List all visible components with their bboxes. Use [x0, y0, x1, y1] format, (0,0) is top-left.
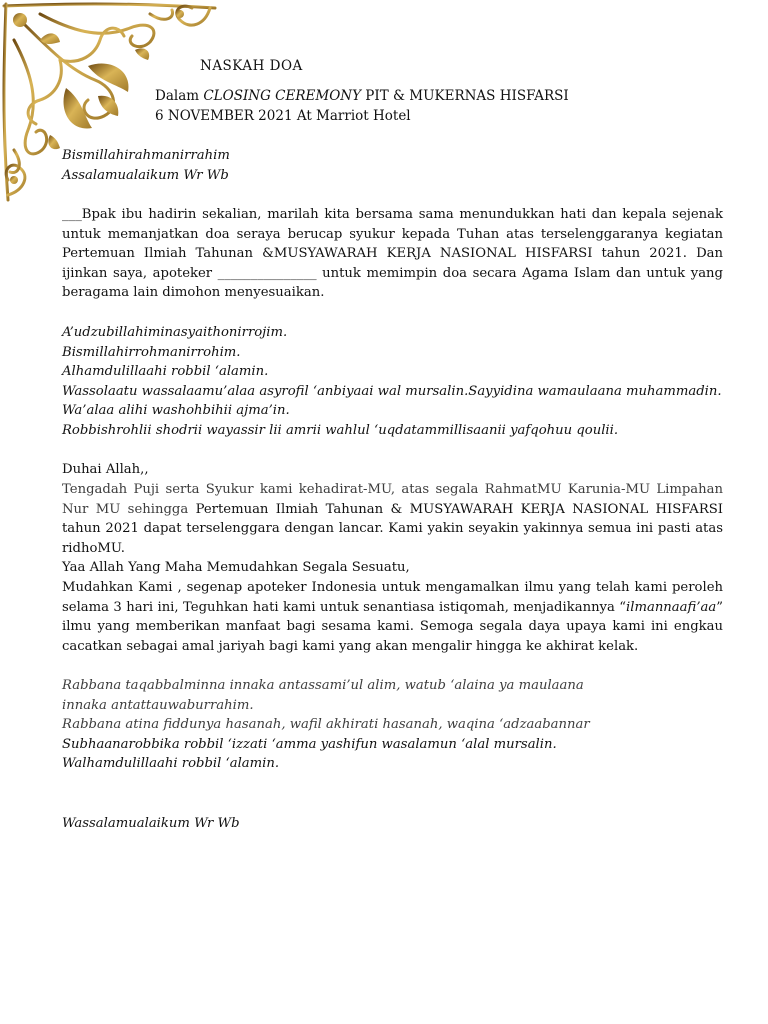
- closing-prayer-line: innaka antattauwaburrahim.: [62, 697, 254, 713]
- prayer-line: A’udzubillahiminasyaithonirrojim.: [62, 325, 288, 340]
- intro-paragraph: ___Bpak ibu hadirin sekalian, marilah kita bersama sama menundukkan hati dan kepala sejenak untuk memanjatkan doa seraya berucap syukur kepada Tuhan atas terselenggaranya kegiatan Pertemuan Ilmiah Tahunan &MUSYAWARAH KERJA NASIONAL HISFARSI tahun 2021. Dan ijinkan saya, apoteker _______________ untuk memimpin doa secara Agama Islam dan untuk yang beragama lain dimohon menyesuaikan.: [62, 207, 723, 301]
- closing-prayer-line: Subhaanarobbika robbil ‘izzati ‘amma yashifun wasalamun ‘alal mursalin.: [62, 736, 557, 752]
- farewell-greeting: Wassalamualaikum Wr Wb: [62, 816, 240, 831]
- supplication-part-1: Mudahkan Kami , segenap apoteker Indonesia untuk mengamalkan ilmu yang telah kami peroleh selama 3 hari ini, Teguhkan hati kami untuk senantiasa istiqomah, menjadikannya “: [62, 580, 723, 615]
- praise-heading: Duhai Allah,,: [62, 462, 149, 477]
- event-suffix: PIT & MUKERNAS HISFARSI: [361, 88, 569, 104]
- opening-prayer: [62, 323, 723, 441]
- praise-paragraph: [62, 480, 723, 558]
- closing-prayer: [62, 676, 723, 774]
- event-prefix: Dalam: [155, 88, 204, 104]
- prayer-line: Wassolaatu wassalaamu’alaa asyrofil ‘anbiyaai wal mursalin.Sayyidina wamaulaana muhammadin.: [62, 383, 722, 399]
- prayer-line: Bismillahirrohmanirrohim.: [62, 344, 241, 360]
- prayer-line: Alhamdulillaahi robbil ‘alamin.: [62, 364, 269, 380]
- closing-prayer-line: Walhamdulillaahi robbil ‘alamin.: [62, 756, 280, 772]
- praise-part-1: Tengadah Puji serta Syukur kami kehadirat-MU, atas segala RahmatMU Karunia-MU Limpahan Nur MU sehingga: [62, 482, 723, 517]
- prayer-line: Robbishrohlii shodrii wayassir lii amrii wahlul ‘uqdatammillisaanii yafqohuu qoulii.: [62, 422, 619, 438]
- closing-prayer-line: Rabbana taqabbalminna innaka antassami’ul alim, watub ‘alaina ya maulaana: [62, 678, 584, 693]
- supplication-heading: Yaa Allah Yang Maha Memudahkan Segala Sesuatu,: [62, 560, 410, 575]
- praise-part-2: Pertemuan Ilmiah Tahunan & MUSYAWARAH KERJA NASIONAL HISFARSI tahun 2021 dapat terselenggara dengan lancar. Kami yakin seyakin yakinnya semua ini pasti atas ridhoMU.: [62, 501, 723, 556]
- supplication-part-2: ” ilmu yang memberikan manfaat bagi sesama kami. Semoga segala daya upaya kami ini engkau cacatkan sebagai amal jariyah bagi kami yang akan mengalir hingga ke akhirat kelak.: [62, 599, 723, 654]
- supplication-paragraph: [62, 578, 723, 656]
- closing-prayer-line: Rabbana atina fiddunya hasanah, wafil akhirati hasanah, waqina ‘adzaabannar: [62, 717, 590, 733]
- supplication-italic-term: ilmannaafi’aa: [626, 599, 717, 615]
- event-line: [155, 88, 569, 104]
- event-date-line: 6 NOVEMBER 2021 At Marriot Hotel: [155, 108, 411, 124]
- event-ceremony-name: CLOSING CEREMONY: [203, 88, 361, 104]
- document-title: NASKAH DOA: [200, 58, 303, 74]
- opening-greeting: [62, 146, 723, 185]
- prayer-line: Wa’alaa alihi washohbihii ajma’in.: [62, 403, 290, 419]
- opening-line: Assalamualaikum Wr Wb: [62, 167, 229, 183]
- opening-line: Bismillahirahmanirrahim: [62, 148, 230, 163]
